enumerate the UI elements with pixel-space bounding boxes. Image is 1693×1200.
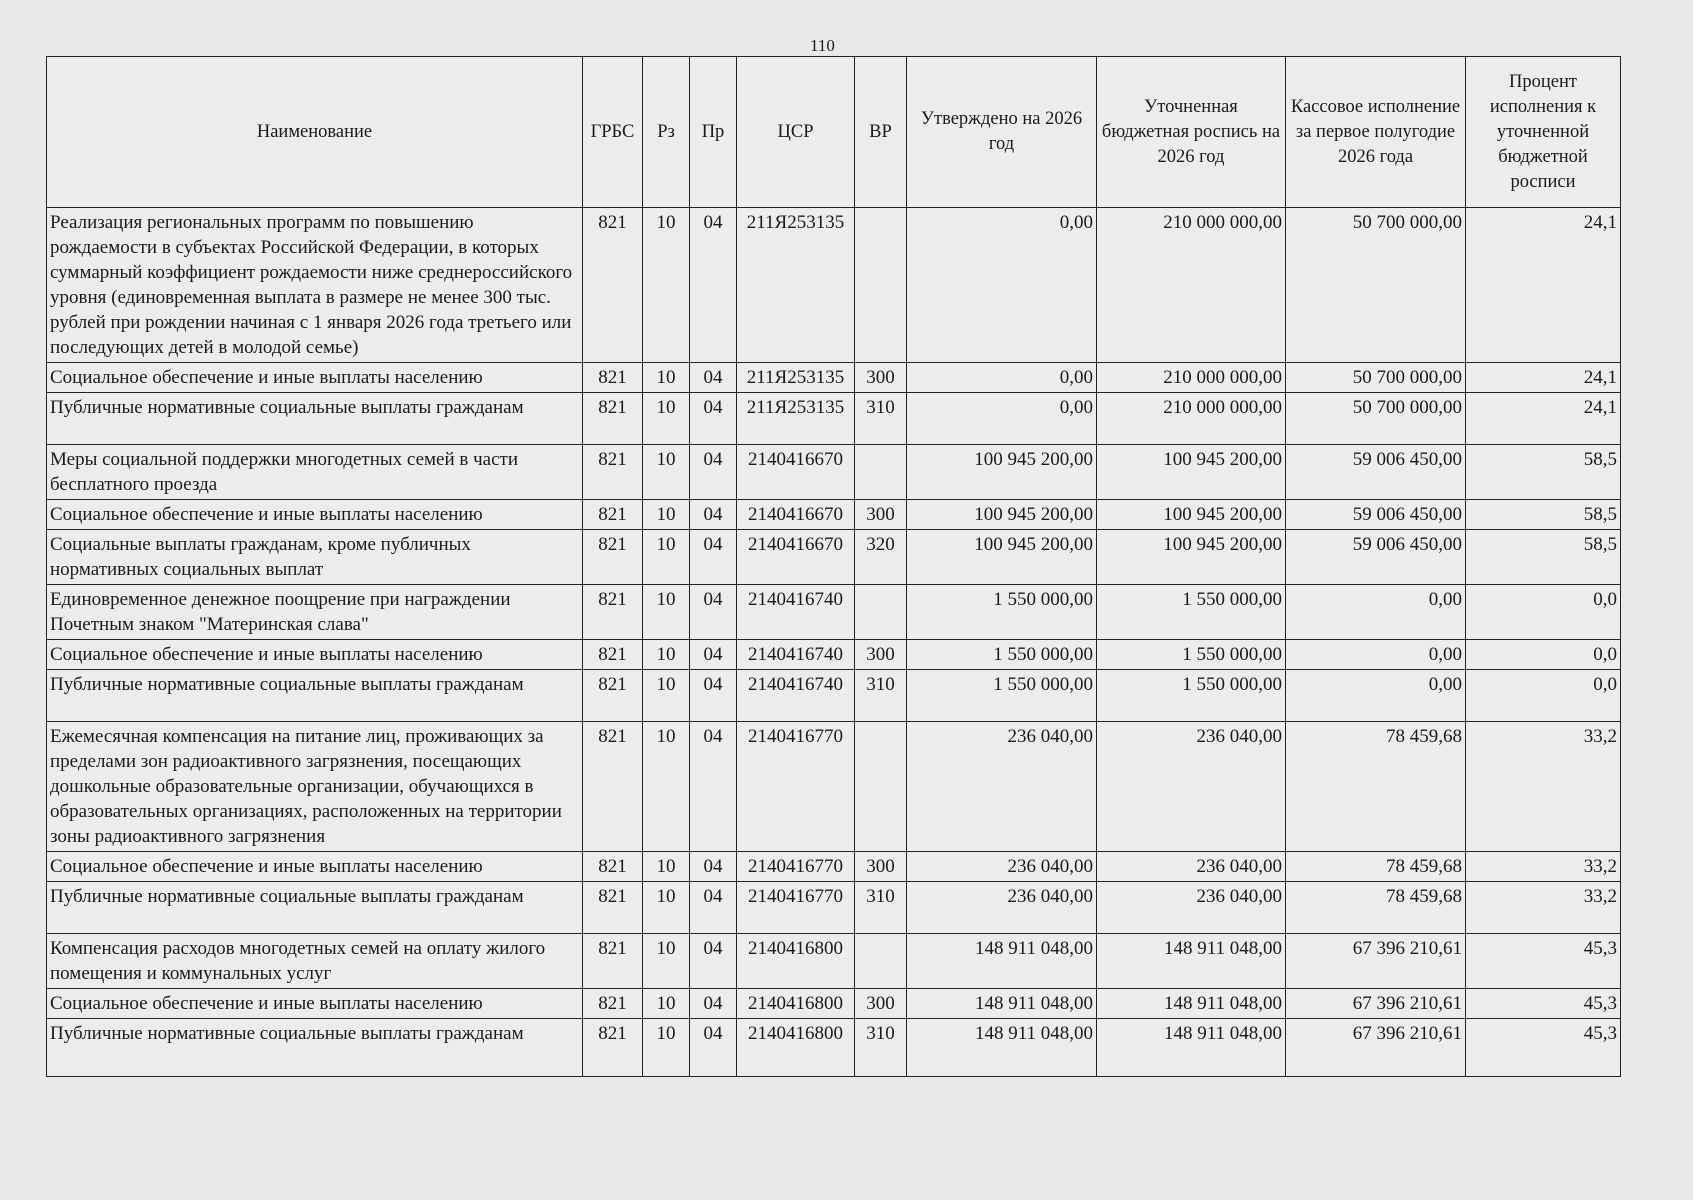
row-cash: 50 700 000,00 [1286,393,1466,445]
row-percent: 33,2 [1466,852,1621,882]
row-name: Ежемесячная компенсация на питание лиц, проживающих за пределами зон радиоактивного загрязнения, посещающих дошкольные образовательные организации, обучающихся в образовательных организациях, расположенных на территории зоны радиоактивного загрязнения [47,722,583,852]
row-csr: 2140416670 [737,530,855,585]
row-csr: 2140416740 [737,640,855,670]
row-pr: 04 [690,208,737,363]
row-refined: 210 000 000,00 [1097,208,1286,363]
row-name: Публичные нормативные социальные выплаты гражданам [47,393,583,445]
row-vr: 310 [855,393,907,445]
row-name: Социальное обеспечение и иные выплаты населению [47,640,583,670]
row-rz: 10 [643,393,690,445]
row-approved: 1 550 000,00 [907,585,1097,640]
row-pr: 04 [690,585,737,640]
row-approved: 0,00 [907,393,1097,445]
row-rz: 10 [643,585,690,640]
row-percent: 24,1 [1466,363,1621,393]
row-refined: 148 911 048,00 [1097,934,1286,989]
row-pr: 04 [690,363,737,393]
row-approved: 0,00 [907,363,1097,393]
header-rz: Рз [643,57,690,208]
row-csr: 2140416800 [737,934,855,989]
table-row [47,882,1621,934]
row-rz: 10 [643,208,690,363]
row-pr: 04 [690,530,737,585]
row-cash: 0,00 [1286,670,1466,722]
table-row [47,722,1621,852]
header-grbs: ГРБС [583,57,643,208]
row-rz: 10 [643,852,690,882]
row-grbs: 821 [583,393,643,445]
row-name: Социальное обеспечение и иные выплаты населению [47,500,583,530]
row-cash: 67 396 210,61 [1286,934,1466,989]
row-approved: 148 911 048,00 [907,1019,1097,1077]
row-refined: 100 945 200,00 [1097,500,1286,530]
row-refined: 210 000 000,00 [1097,393,1286,445]
row-approved: 236 040,00 [907,722,1097,852]
row-cash: 50 700 000,00 [1286,363,1466,393]
table-row [47,989,1621,1019]
row-rz: 10 [643,445,690,500]
row-vr: 300 [855,640,907,670]
row-pr: 04 [690,445,737,500]
table-row [47,445,1621,500]
row-rz: 10 [643,670,690,722]
row-refined: 210 000 000,00 [1097,363,1286,393]
row-percent: 58,5 [1466,445,1621,500]
table-row [47,208,1621,363]
table-header-row [47,57,1621,208]
row-pr: 04 [690,670,737,722]
row-grbs: 821 [583,530,643,585]
row-refined: 236 040,00 [1097,852,1286,882]
row-vr [855,445,907,500]
row-percent: 45,3 [1466,989,1621,1019]
row-name: Меры социальной поддержки многодетных семей в части бесплатного проезда [47,445,583,500]
row-rz: 10 [643,500,690,530]
row-cash: 59 006 450,00 [1286,445,1466,500]
row-pr: 04 [690,989,737,1019]
row-csr: 2140416800 [737,989,855,1019]
header-vr: ВР [855,57,907,208]
row-cash: 59 006 450,00 [1286,530,1466,585]
row-csr: 2140416770 [737,852,855,882]
row-csr: 2140416770 [737,722,855,852]
row-name: Социальное обеспечение и иные выплаты населению [47,852,583,882]
header-pr: Пр [690,57,737,208]
table-row [47,852,1621,882]
row-cash: 78 459,68 [1286,882,1466,934]
row-approved: 236 040,00 [907,852,1097,882]
row-name: Публичные нормативные социальные выплаты гражданам [47,670,583,722]
row-name: Публичные нормативные социальные выплаты гражданам [47,1019,583,1077]
row-refined: 1 550 000,00 [1097,670,1286,722]
header-refined: Уточненная бюджетная роспись на 2026 год [1097,57,1286,208]
row-vr: 310 [855,882,907,934]
row-grbs: 821 [583,585,643,640]
row-vr [855,208,907,363]
row-vr: 300 [855,500,907,530]
row-vr: 300 [855,989,907,1019]
row-grbs: 821 [583,640,643,670]
row-vr [855,585,907,640]
row-vr: 300 [855,852,907,882]
row-approved: 100 945 200,00 [907,445,1097,500]
row-pr: 04 [690,1019,737,1077]
row-pr: 04 [690,882,737,934]
row-refined: 1 550 000,00 [1097,640,1286,670]
table-row [47,1019,1621,1077]
row-cash: 78 459,68 [1286,722,1466,852]
row-cash: 59 006 450,00 [1286,500,1466,530]
row-refined: 236 040,00 [1097,882,1286,934]
row-rz: 10 [643,989,690,1019]
row-pr: 04 [690,934,737,989]
row-percent: 24,1 [1466,208,1621,363]
table-row [47,500,1621,530]
row-name: Единовременное денежное поощрение при награждении Почетным знаком "Материнская слава" [47,585,583,640]
row-refined: 148 911 048,00 [1097,1019,1286,1077]
row-pr: 04 [690,640,737,670]
row-csr: 211Я253135 [737,208,855,363]
row-grbs: 821 [583,208,643,363]
row-grbs: 821 [583,852,643,882]
row-refined: 148 911 048,00 [1097,989,1286,1019]
row-percent: 45,3 [1466,1019,1621,1077]
row-rz: 10 [643,363,690,393]
row-grbs: 821 [583,989,643,1019]
row-approved: 100 945 200,00 [907,500,1097,530]
row-grbs: 821 [583,445,643,500]
row-grbs: 821 [583,722,643,852]
row-name: Реализация региональных программ по повышению рождаемости в субъектах Российской Федерации, в которых суммарный коэффициент рождаемости ниже среднероссийского уровня (единовременная выплата в размере не менее 300 тыс. рублей при рождении начиная с 1 января 2026 года третьего или последующих детей в молодой семье) [47,208,583,363]
row-approved: 0,00 [907,208,1097,363]
row-name: Публичные нормативные социальные выплаты гражданам [47,882,583,934]
table-row [47,363,1621,393]
row-approved: 148 911 048,00 [907,989,1097,1019]
row-approved: 1 550 000,00 [907,640,1097,670]
header-csr: ЦСР [737,57,855,208]
row-cash: 50 700 000,00 [1286,208,1466,363]
table-row [47,530,1621,585]
table-row [47,585,1621,640]
row-rz: 10 [643,1019,690,1077]
row-vr: 320 [855,530,907,585]
row-percent: 33,2 [1466,722,1621,852]
row-cash: 0,00 [1286,585,1466,640]
row-csr: 2140416770 [737,882,855,934]
row-name: Компенсация расходов многодетных семей на оплату жилого помещения и коммунальных услуг [47,934,583,989]
row-approved: 148 911 048,00 [907,934,1097,989]
row-grbs: 821 [583,882,643,934]
row-rz: 10 [643,722,690,852]
row-refined: 100 945 200,00 [1097,445,1286,500]
row-percent: 58,5 [1466,530,1621,585]
row-approved: 100 945 200,00 [907,530,1097,585]
row-csr: 2140416740 [737,585,855,640]
budget-table [46,56,1621,1077]
row-grbs: 821 [583,363,643,393]
row-percent: 45,3 [1466,934,1621,989]
row-pr: 04 [690,393,737,445]
row-cash: 67 396 210,61 [1286,1019,1466,1077]
row-percent: 33,2 [1466,882,1621,934]
row-rz: 10 [643,882,690,934]
row-name: Социальные выплаты гражданам, кроме публичных нормативных социальных выплат [47,530,583,585]
table-row [47,393,1621,445]
header-percent: Процент исполнения к уточненной бюджетной росписи [1466,57,1621,208]
row-csr: 211Я253135 [737,393,855,445]
table-row [47,640,1621,670]
row-grbs: 821 [583,934,643,989]
row-grbs: 821 [583,670,643,722]
row-refined: 100 945 200,00 [1097,530,1286,585]
row-vr: 300 [855,363,907,393]
row-cash: 78 459,68 [1286,852,1466,882]
row-pr: 04 [690,500,737,530]
row-csr: 2140416670 [737,500,855,530]
row-csr: 2140416670 [737,445,855,500]
row-vr [855,934,907,989]
row-rz: 10 [643,640,690,670]
row-cash: 67 396 210,61 [1286,989,1466,1019]
row-percent: 24,1 [1466,393,1621,445]
row-cash: 0,00 [1286,640,1466,670]
row-refined: 236 040,00 [1097,722,1286,852]
row-percent: 0,0 [1466,640,1621,670]
row-percent: 0,0 [1466,585,1621,640]
row-refined: 1 550 000,00 [1097,585,1286,640]
row-rz: 10 [643,934,690,989]
page-number: 110 [810,36,835,55]
header-name: Наименование [47,57,583,208]
row-pr: 04 [690,722,737,852]
row-csr: 2140416800 [737,1019,855,1077]
header-approved: Утверждено на 2026 год [907,57,1097,208]
row-grbs: 821 [583,500,643,530]
row-vr: 310 [855,670,907,722]
row-percent: 0,0 [1466,670,1621,722]
row-pr: 04 [690,852,737,882]
row-approved: 1 550 000,00 [907,670,1097,722]
table-row [47,934,1621,989]
row-grbs: 821 [583,1019,643,1077]
row-percent: 58,5 [1466,500,1621,530]
row-csr: 2140416740 [737,670,855,722]
row-name: Социальное обеспечение и иные выплаты населению [47,989,583,1019]
row-vr [855,722,907,852]
row-name: Социальное обеспечение и иные выплаты населению [47,363,583,393]
row-rz: 10 [643,530,690,585]
row-vr: 310 [855,1019,907,1077]
table-row [47,670,1621,722]
row-approved: 236 040,00 [907,882,1097,934]
row-csr: 211Я253135 [737,363,855,393]
header-cash: Кассовое исполнение за первое полугодие 2026 года [1286,57,1466,208]
